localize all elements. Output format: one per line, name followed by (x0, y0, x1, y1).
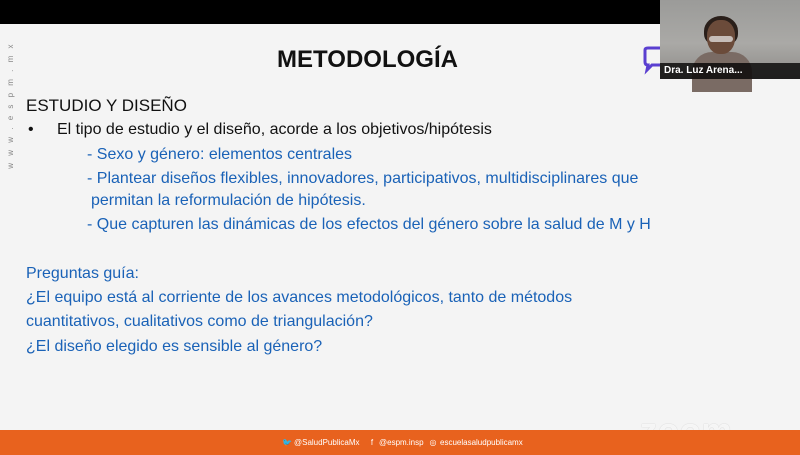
sub-point: - Plantear diseños flexibles, innovadores, participativos, multidisciplinares que (87, 170, 639, 187)
footer-bar (0, 430, 800, 455)
slide-title: METODOLOGÍA (277, 46, 458, 73)
footer-facebook (367, 438, 424, 448)
participant-glasses (709, 36, 733, 42)
footer-twitter (282, 438, 359, 448)
side-url-text: w w w . e s p m . m x (6, 42, 15, 169)
bullet-text: El tipo de estudio y el diseño, acorde a los objetivos/hipótesis (57, 121, 492, 138)
sub-point: - Sexo y género: elementos centrales (87, 146, 353, 163)
section-heading: ESTUDIO Y DISEÑO (26, 96, 187, 115)
guide-question: ¿El equipo está al corriente de los avances metodológicos, tanto de métodos (26, 289, 573, 306)
sub-point: - Que capturen las dinámicas de los efectos del género sobre la salud de M y H (87, 216, 651, 233)
shared-slide (0, 24, 800, 430)
guide-question: cuantitativos, cualitativos como de triangulación? (26, 313, 373, 330)
twitter-handle: @SaludPublicaMx (294, 438, 360, 447)
facebook-icon: f (370, 438, 374, 447)
sub-point-continuation: permitan la reformulación de hipótesis. (91, 192, 366, 209)
footer-instagram (428, 438, 523, 448)
guide-heading: Preguntas guía: (26, 265, 139, 282)
guide-question: ¿El diseño elegido es sensible al género? (26, 338, 323, 355)
instagram-icon: ◎ (429, 438, 437, 447)
twitter-icon: 🐦 (282, 438, 292, 447)
facebook-handle: @espm.insp (379, 438, 424, 447)
instagram-handle: escuelasaludpublicamx (440, 438, 523, 447)
bullet-dot: • (28, 121, 34, 138)
participant-video-tile[interactable] (660, 0, 800, 79)
participant-name-label: Dra. Luz Arena... (660, 63, 800, 79)
